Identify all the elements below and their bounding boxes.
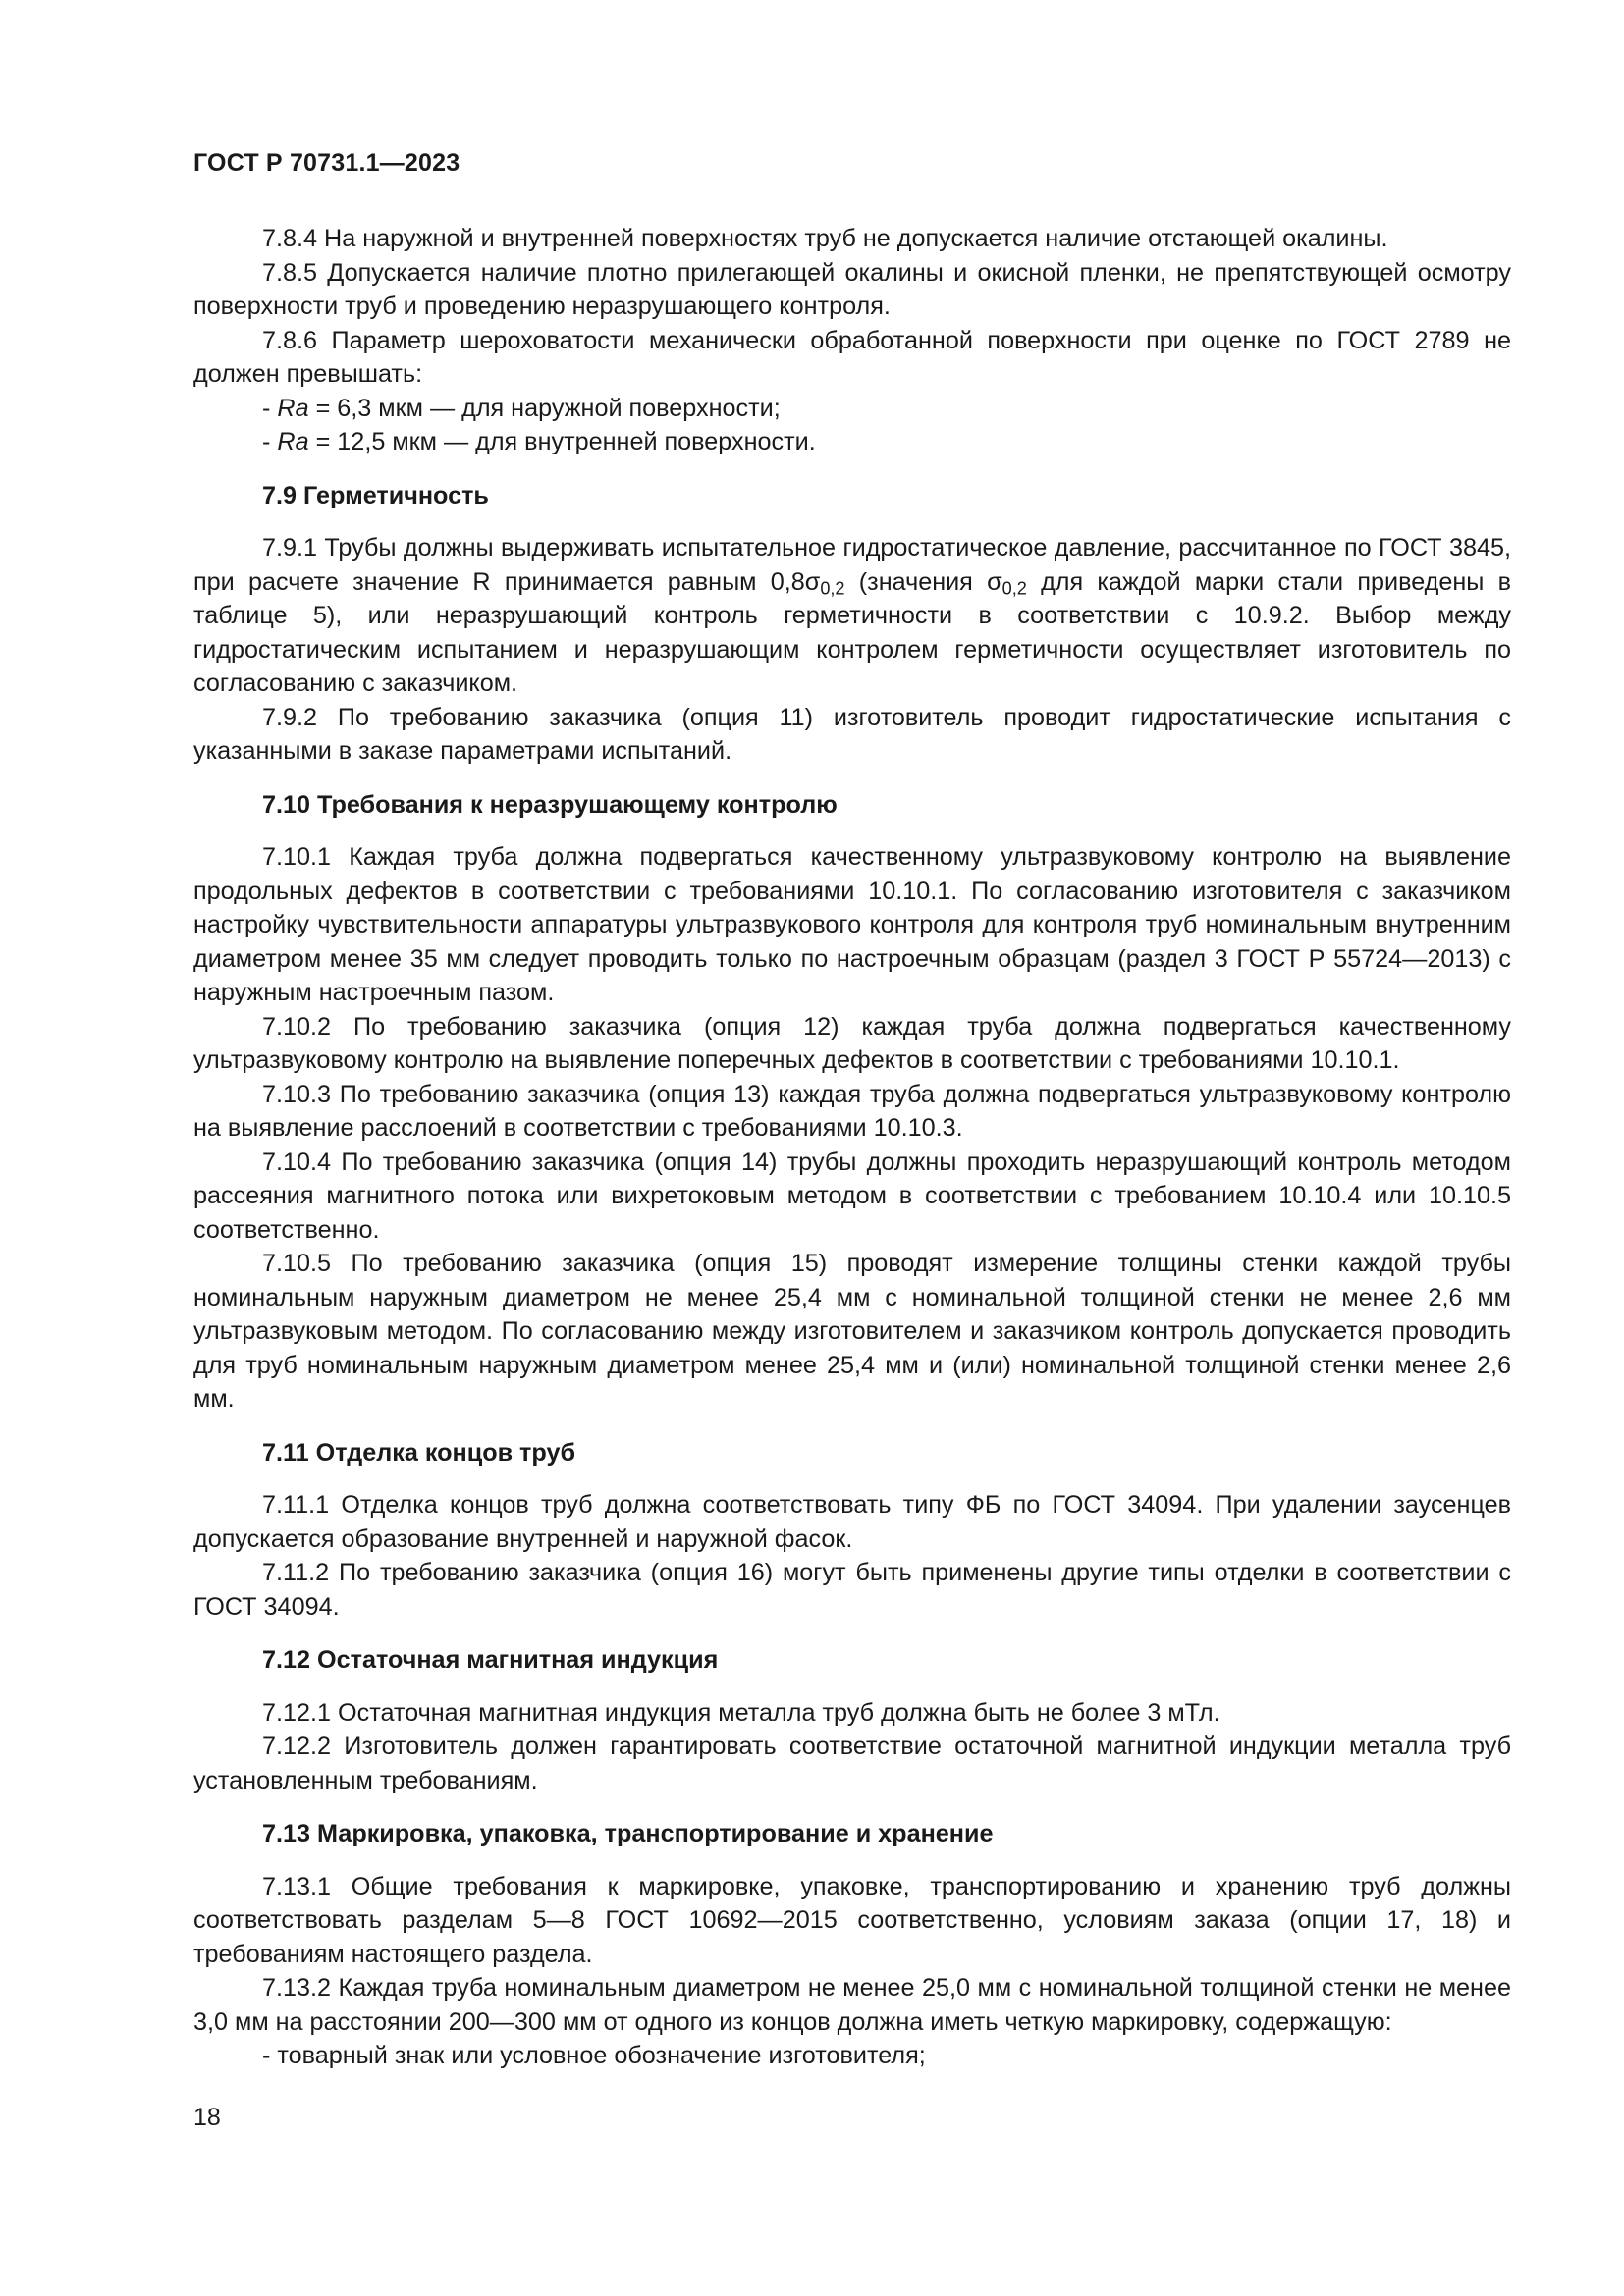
paragraph-7-10-3: 7.10.3 По требованию заказчика (опция 13) каждая труба должна подвергаться ультразвуковому контролю на выявление расслоений в соответствии с требованиями 10.10.3. bbox=[193, 1080, 1511, 1142]
paragraph-7-11-1: 7.11.1 Отделка концов труб должна соответствовать типу ФБ по ГОСТ 34094. При удалении заусенцев допускается образование внутренней и наружной фасок. bbox=[193, 1491, 1511, 1553]
paragraph-7-10-2: 7.10.2 По требованию заказчика (опция 12) каждая труба должна подвергаться качественному ультразвуковому контролю на выявление поперечных дефектов в соответствии с требованиями 10.10.1. bbox=[193, 1012, 1511, 1074]
page-content bbox=[193, 222, 1511, 2073]
paragraph-7-9-1-part-a: 7.9.1 Трубы должны выдерживать испытательное гидростатическое давление, рассчитанное по ГОСТ 3845, при расчете значение R принимается равным 0,8σ bbox=[193, 534, 1511, 596]
paragraph-7-11-2: 7.11.2 По требованию заказчика (опция 16) могут быть применены другие типы отделки в соответствии с ГОСТ 34094. bbox=[193, 1559, 1511, 1621]
paragraph-7-13-2: 7.13.2 Каждая труба номинальным диаметром не менее 25,0 мм с номинальной толщиной стенки не менее 3,0 мм на расстоянии 200—300 мм от одного из концов должна иметь четкую маркировку, содержащую: bbox=[193, 1974, 1511, 2036]
paragraph-7-13-1: 7.13.1 Общие требования к маркировке, упаковке, транспортированию и хранению труб должны соответствовать разделам 5—8 ГОСТ 10692—2015 соответственно, условиям заказа (опции 17, 18) и требованиям настоящего раздела. bbox=[193, 1872, 1511, 1968]
paragraph-7-8-6: 7.8.6 Параметр шероховатости механически обработанной поверхности при оценке по ГОСТ 2789 не должен превышать: bbox=[193, 326, 1511, 388]
paragraph-7-12-1: 7.12.1 Остаточная магнитная индукция металла труб должна быть не более 3 мТл. bbox=[262, 1698, 1220, 1727]
page-number: 18 bbox=[193, 2104, 221, 2131]
list-item-text: товарный знак или условное обозначение изготовителя; bbox=[270, 2042, 926, 2069]
list-item-ra-outer bbox=[193, 392, 1511, 426]
section-heading-7-11: 7.11 Отделка концов труб bbox=[262, 1438, 576, 1467]
paragraph-7-12-2: 7.12.2 Изготовитель должен гарантировать соответствие остаточной магнитной индукции металла труб установленным требованиям. bbox=[193, 1733, 1511, 1794]
sigma-subscript: 0,2 bbox=[1001, 578, 1027, 599]
section-heading-7-9: 7.9 Герметичность bbox=[262, 481, 489, 509]
paragraph-7-9-1-part-c: для каждой марки стали приведены в таблице 5), или неразрушающий контроль герметичности в соответствии с 10.9.2. Выбор между гидростатическим испытанием и неразрушающим контролем герметичности осуществляет изготовитель по согласованию с заказчиком. bbox=[193, 567, 1511, 697]
paragraph-7-9-1 bbox=[193, 531, 1511, 701]
paragraph-7-8-5: 7.8.5 Допускается наличие плотно прилегающей окалины и окисной пленки, не препятствующей осмотру поверхности труб и проведению неразрушающего контроля. bbox=[193, 258, 1511, 320]
section-heading-7-13: 7.13 Маркировка, упаковка, транспортирование и хранение bbox=[262, 1820, 994, 1847]
paragraph-7-10-1: 7.10.1 Каждая труба должна подвергаться качественному ультразвуковому контролю на выявление продольных дефектов в соответствии с требованиями 10.10.1. По согласованию изготовителя с заказчиком настройку чувствительности аппаратуры ультразвукового контроля для контроля труб номинальным внутренним диаметром менее 35 мм следует проводить только по настроечным образцам (раздел 3 ГОСТ Р 55724—2013) с наружным настроечным пазом. bbox=[193, 843, 1511, 1006]
section-heading-7-12: 7.12 Остаточная магнитная индукция bbox=[262, 1646, 719, 1674]
ra-variable: Ra bbox=[277, 428, 309, 455]
document-header-code: ГОСТ Р 70731.1—2023 bbox=[193, 149, 460, 177]
list-item-ra-inner bbox=[193, 425, 1511, 459]
paragraph-7-8-4: 7.8.4 На наружной и внутренней поверхностях труб не допускается наличие отстающей окалины. bbox=[262, 225, 1388, 252]
paragraph-7-10-4: 7.10.4 По требованию заказчика (опция 14) трубы должны проходить неразрушающий контроль методом рассеяния магнитного потока или вихретоковым методом в соответствии с требованием 10.10.4 или 10.10.5 соответственно. bbox=[193, 1148, 1511, 1244]
list-dash: - bbox=[262, 2042, 271, 2069]
list-dash: - bbox=[262, 394, 271, 422]
ra-variable: Ra bbox=[277, 394, 309, 422]
list-item-text: = 12,5 мкм — для внутренней поверхности. bbox=[308, 428, 816, 455]
section-heading-7-10: 7.10 Требования к неразрушающему контролю bbox=[262, 790, 838, 819]
sigma-subscript: 0,2 bbox=[820, 578, 845, 599]
paragraph-7-9-1-part-b: (значения σ bbox=[844, 567, 1002, 596]
list-item-trademark bbox=[193, 2039, 1511, 2073]
list-dash: - bbox=[262, 428, 271, 455]
paragraph-7-10-5: 7.10.5 По требованию заказчика (опция 15) проводят измерение толщины стенки каждой трубы номинальным наружным диаметром не менее 25,4 мм с номинальной толщиной стенки не менее 2,6 мм ультразвуковым методом. По согласованию между изготовителем и заказчиком контроль допускается проводить для труб номинальным наружным диаметром менее 25,4 мм и (или) номинальной толщиной стенки менее 2,6 мм. bbox=[193, 1250, 1511, 1413]
paragraph-7-9-2: 7.9.2 По требованию заказчика (опция 11) изготовитель проводит гидростатические испытания с указанными в заказе параметрами испытаний. bbox=[193, 703, 1511, 765]
list-item-text: = 6,3 мкм — для наружной поверхности; bbox=[308, 394, 781, 422]
